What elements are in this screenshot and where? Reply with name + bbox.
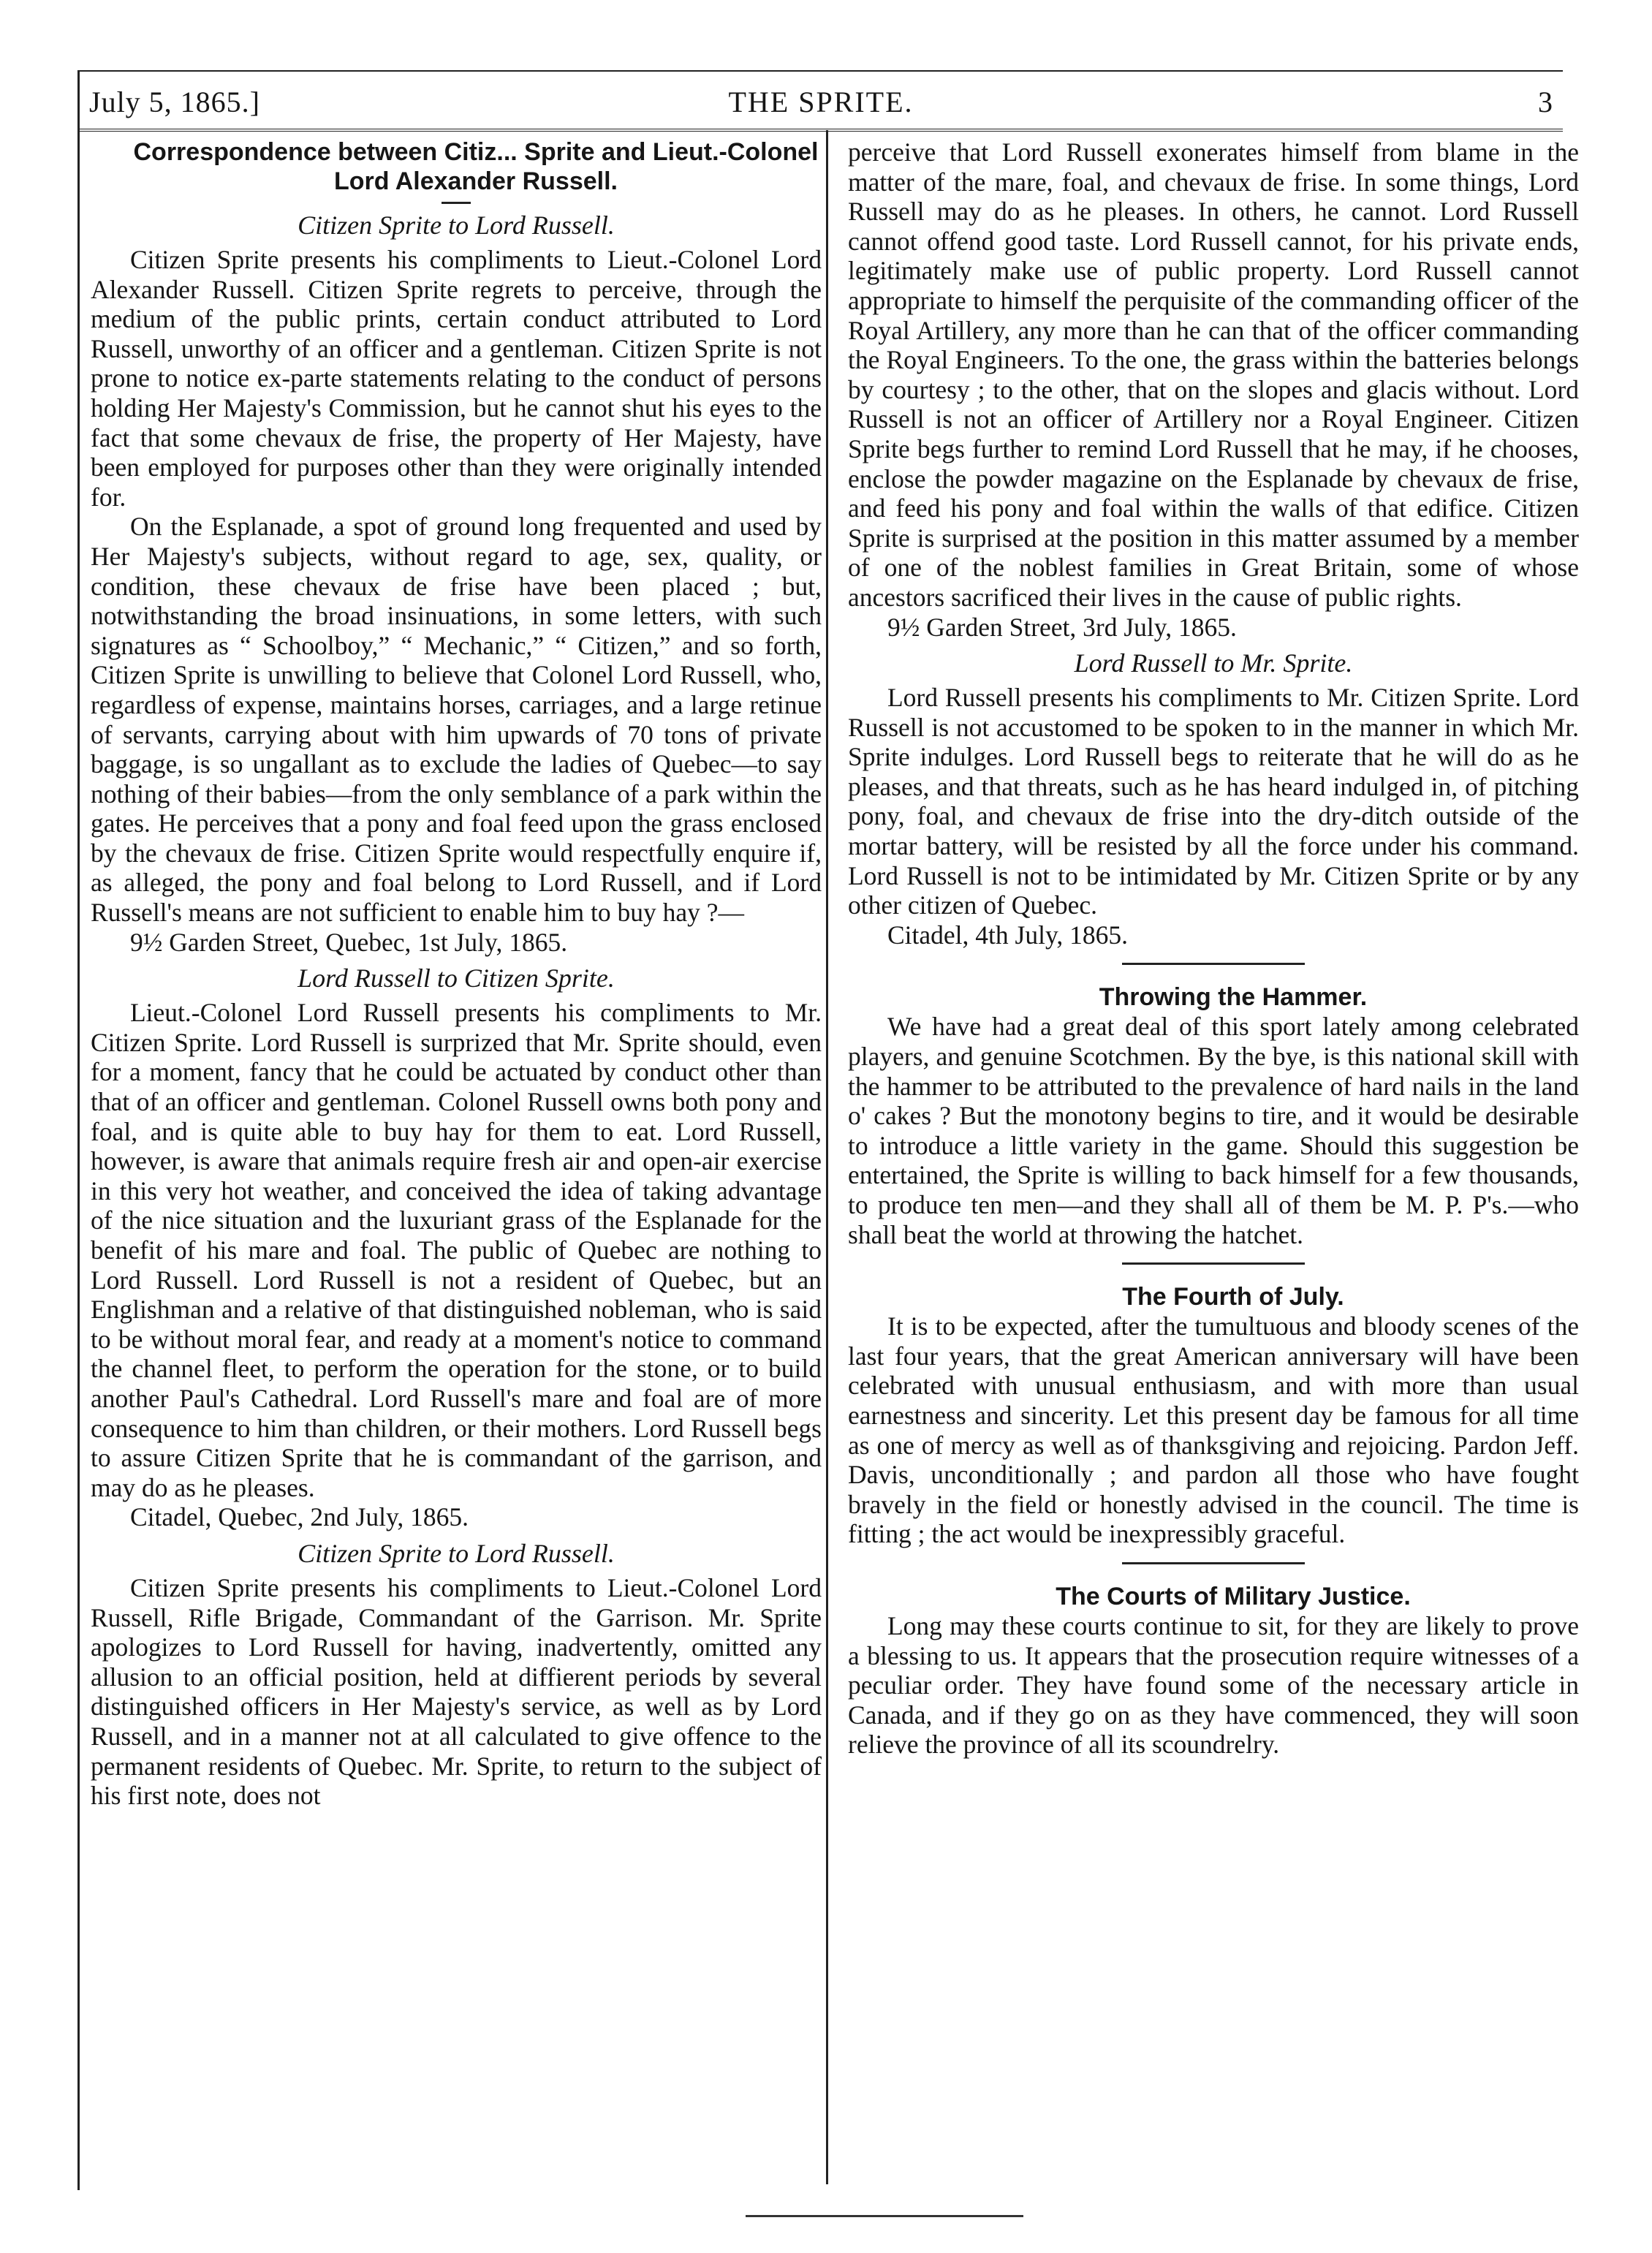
right-column [848,137,1579,1760]
column-divider [826,130,828,2184]
letter3-signoff: 9½ Garden Street, 3rd July, 1865. [887,612,1237,642]
article-headline-line2: Lord Alexander Russell. [334,167,618,195]
hammer-title: Throwing the Hammer. [1099,983,1368,1012]
page-number: 3 [1538,86,1553,118]
masthead-title: THE SPRITE. [728,86,914,118]
letter2-paragraph1: Lieut.-Colonel Lord Russell presents his compliments to Mr. Citizen Sprite. Lord Russell is surprized that Mr. Sprite should, even for a moment, fancy that he could be actuated by conduct other than that of an officer and gentleman. Colonel Russell owns both pony and foal, and is quite able to buy hay for them to eat. Lord Russell, however, is aware that animals require fresh air and open-air exercise in this very hot weather, and conceived the idea of taking advantage of the nice situation and the luxuriant grass of the Esplanade for the benefit of his mare and foal. The public of Quebec are nothing to Lord Russell. Lord Russell is not a resident of Quebec, but an Englishman and a relative of that distinguished nobleman, who is said to be without moral fear, and ready at a moment's notice to command the channel fleet, to perform the operation for the stone, or to build another Paul's Cathedral. Lord Russell's mare and foal are of more consequence to him than children, or their mothers. Lord Russell begs to assure Citizen Sprite that he is commandant of the garrison, and may do as he pleases. [91,998,822,1502]
header-rule [79,129,1563,132]
article-headline-line1: Correspondence between Citiz... Sprite and Lieut.-Colonel [133,138,819,166]
letter1-signoff: 9½ Garden Street, Quebec, 1st July, 1865. [130,927,568,957]
hammer-paragraph: We have had a great deal of this sport lately among celebrated players, and genuine Scotchmen. By the bye, is this national skill with the hammer to be attributed to the prevalence of hard nails in the land o' cakes ? But the monotony begins to tire, and it would be desirable to introduce a little variety in the game. Should this suggestion be entertained, the Sprite is willing to back himself for a few thousands, to produce ten men—and they shall all of them be M. P. P's.—who shall beat the world at throwing the hatchet. [848,1012,1579,1249]
left-column [91,137,822,1811]
letter3-continuation: perceive that Lord Russell exonerates himself from blame in the matter of the mare, foal, and chevaux de frise. In some things, Lord Russell may do as he pleases. In others, he cannot. Lord Russell cannot offend good taste. Lord Russell cannot, for his private ends, legitimately make use of public property. Lord Russell cannot appropriate to himself the perquisite of the commanding officer of the Royal Artillery, any more than he can that of the officer commanding the Royal Engineers. To the one, the grass within the batteries belongs by courtesy ; to the other, that on the slopes and glacis without. Lord Russell is not an officer of Artillery nor a Royal Engineer. Citizen Sprite begs further to remind Lord Russell that he may, if he chooses, enclose the powder magazine on the Esplanade by chevaux de frise, and feed his pony and foal within the walls of that edifice. Citizen Sprite is surprised at the position in this matter assumed by a member of one of the noblest families in Great Britain, some of whose ancestors sacrificed their lives in the cause of public rights. [848,137,1579,612]
frame-top-rule [77,70,1563,72]
courts-title: The Courts of Military Justice. [1056,1582,1411,1610]
frame-left-rule [77,70,80,2190]
section-separator [1122,963,1305,965]
letter2-heading: Lord Russell to Citizen Sprite. [298,963,615,993]
fourth-paragraph: It is to be expected, after the tumultuous and bloody scenes of the last four years, that the great American anniversary will have been celebrated with unusual enthusiasm, and with more than usual earnestness and sincerity. Let this present day be famous for all time as one of mercy as well as of thanksgiving and rejoicing. Pardon Jeff. Davis, unconditionally ; and pardon all those who have fought bravely in the field or honestly advised in the council. The time is fitting ; the act would be inexpressibly graceful. [848,1311,1579,1549]
short-rule [442,202,471,204]
section-separator [1122,1562,1305,1564]
letter3-heading: Citizen Sprite to Lord Russell. [298,1538,615,1568]
courts-paragraph: Long may these courts continue to sit, for they are likely to prove a blessing to us. It appears that the prosecution require witnesses of a peculiar order. They have found some of the necessary article in Canada, and if they go on as they have commenced, they will soon relieve the province of all its scoundrelry. [848,1610,1579,1760]
letter1-paragraph1: Citizen Sprite presents his compliments to Lieut.-Colonel Lord Alexander Russell. Citizen Sprite regrets to perceive, through the medium of the public prints, certain conduct attributed to Lord Russell, unworthy of an officer and a gentleman. Citizen Sprite is not prone to notice ex-parte statements relating to the conduct of persons holding Her Majesty's Commission, but he cannot shut his eyes to the fact that some chevaux de frise, the property of Her Majesty, have been employed for purposes other than they were originally intended for. [91,245,822,512]
header-date: July 5, 1865.] [89,86,260,118]
letter1-heading: Citizen Sprite to Lord Russell. [298,211,615,240]
letter2-signoff: Citadel, Quebec, 2nd July, 1865. [130,1502,469,1532]
letter3-paragraph1: Citizen Sprite presents his compliments to Lieut.-Colonel Lord Russell, Rifle Brigade, Commandant of the Garrison. Mr. Sprite apologizes to Lord Russell for having, inadvertently, omitted any allusion to an official position, held at diffierent periods by several distinguished officers in Her Majesty's service, as well as by Lord Russell, and in a manner not at all calculated to give offence to the permanent residents of Quebec. Mr. Sprite, to return to the subject of his first note, does not [91,1572,822,1811]
page-header [79,80,1563,130]
footer-rule [746,2215,1023,2217]
letter1-paragraph2: On the Esplanade, a spot of ground long frequented and used by Her Majesty's subjects, without regard to age, sex, quality, or condition, these chevaux de frise have been placed ; but, notwithstanding the broad insinuations, in some letters, with such signatures as “ Schoolboy,” “ Mechanic,” “ Citizen,” and so forth, Citizen Sprite is unwilling to believe that Colonel Lord Russell, who, regardless of expense, maintains horses, carriages, and a large retinue of servants, carrying about with him upwards of 70 tons of private baggage, is so ungallant as to exclude the ladies of Quebec—to say nothing of their babies—from the only semblance of a park within the gates. He perceives that a pony and foal feed upon the grass enclosed by the chevaux de frise. Citizen Sprite would respectfully enquire if, as alleged, the pony and foal belong to Lord Russell, and if Lord Russell's means are not sufficient to enable him to buy hay ?— [91,512,822,928]
letter4-signoff: Citadel, 4th July, 1865. [887,920,1129,950]
fourth-title: The Fourth of July. [1122,1283,1344,1311]
section-separator [1122,1262,1305,1265]
letter4-paragraph1: Lord Russell presents his compliments to Mr. Citizen Sprite. Lord Russell is not accustomed to be spoken to in the manner in which Mr. Sprite indulges. Lord Russell begs to reiterate that he will do as he pleases, and that threats, such as he has heard indulged in, of pitching pony, foal, and chevaux de frise into the dry-ditch outside of the mortar battery, will be resisted by all the force under his command. Lord Russell is not to be intimidated by Mr. Citizen Sprite or by any other citizen of Quebec. [848,683,1579,920]
letter4-heading: Lord Russell to Mr. Sprite. [1074,648,1353,678]
